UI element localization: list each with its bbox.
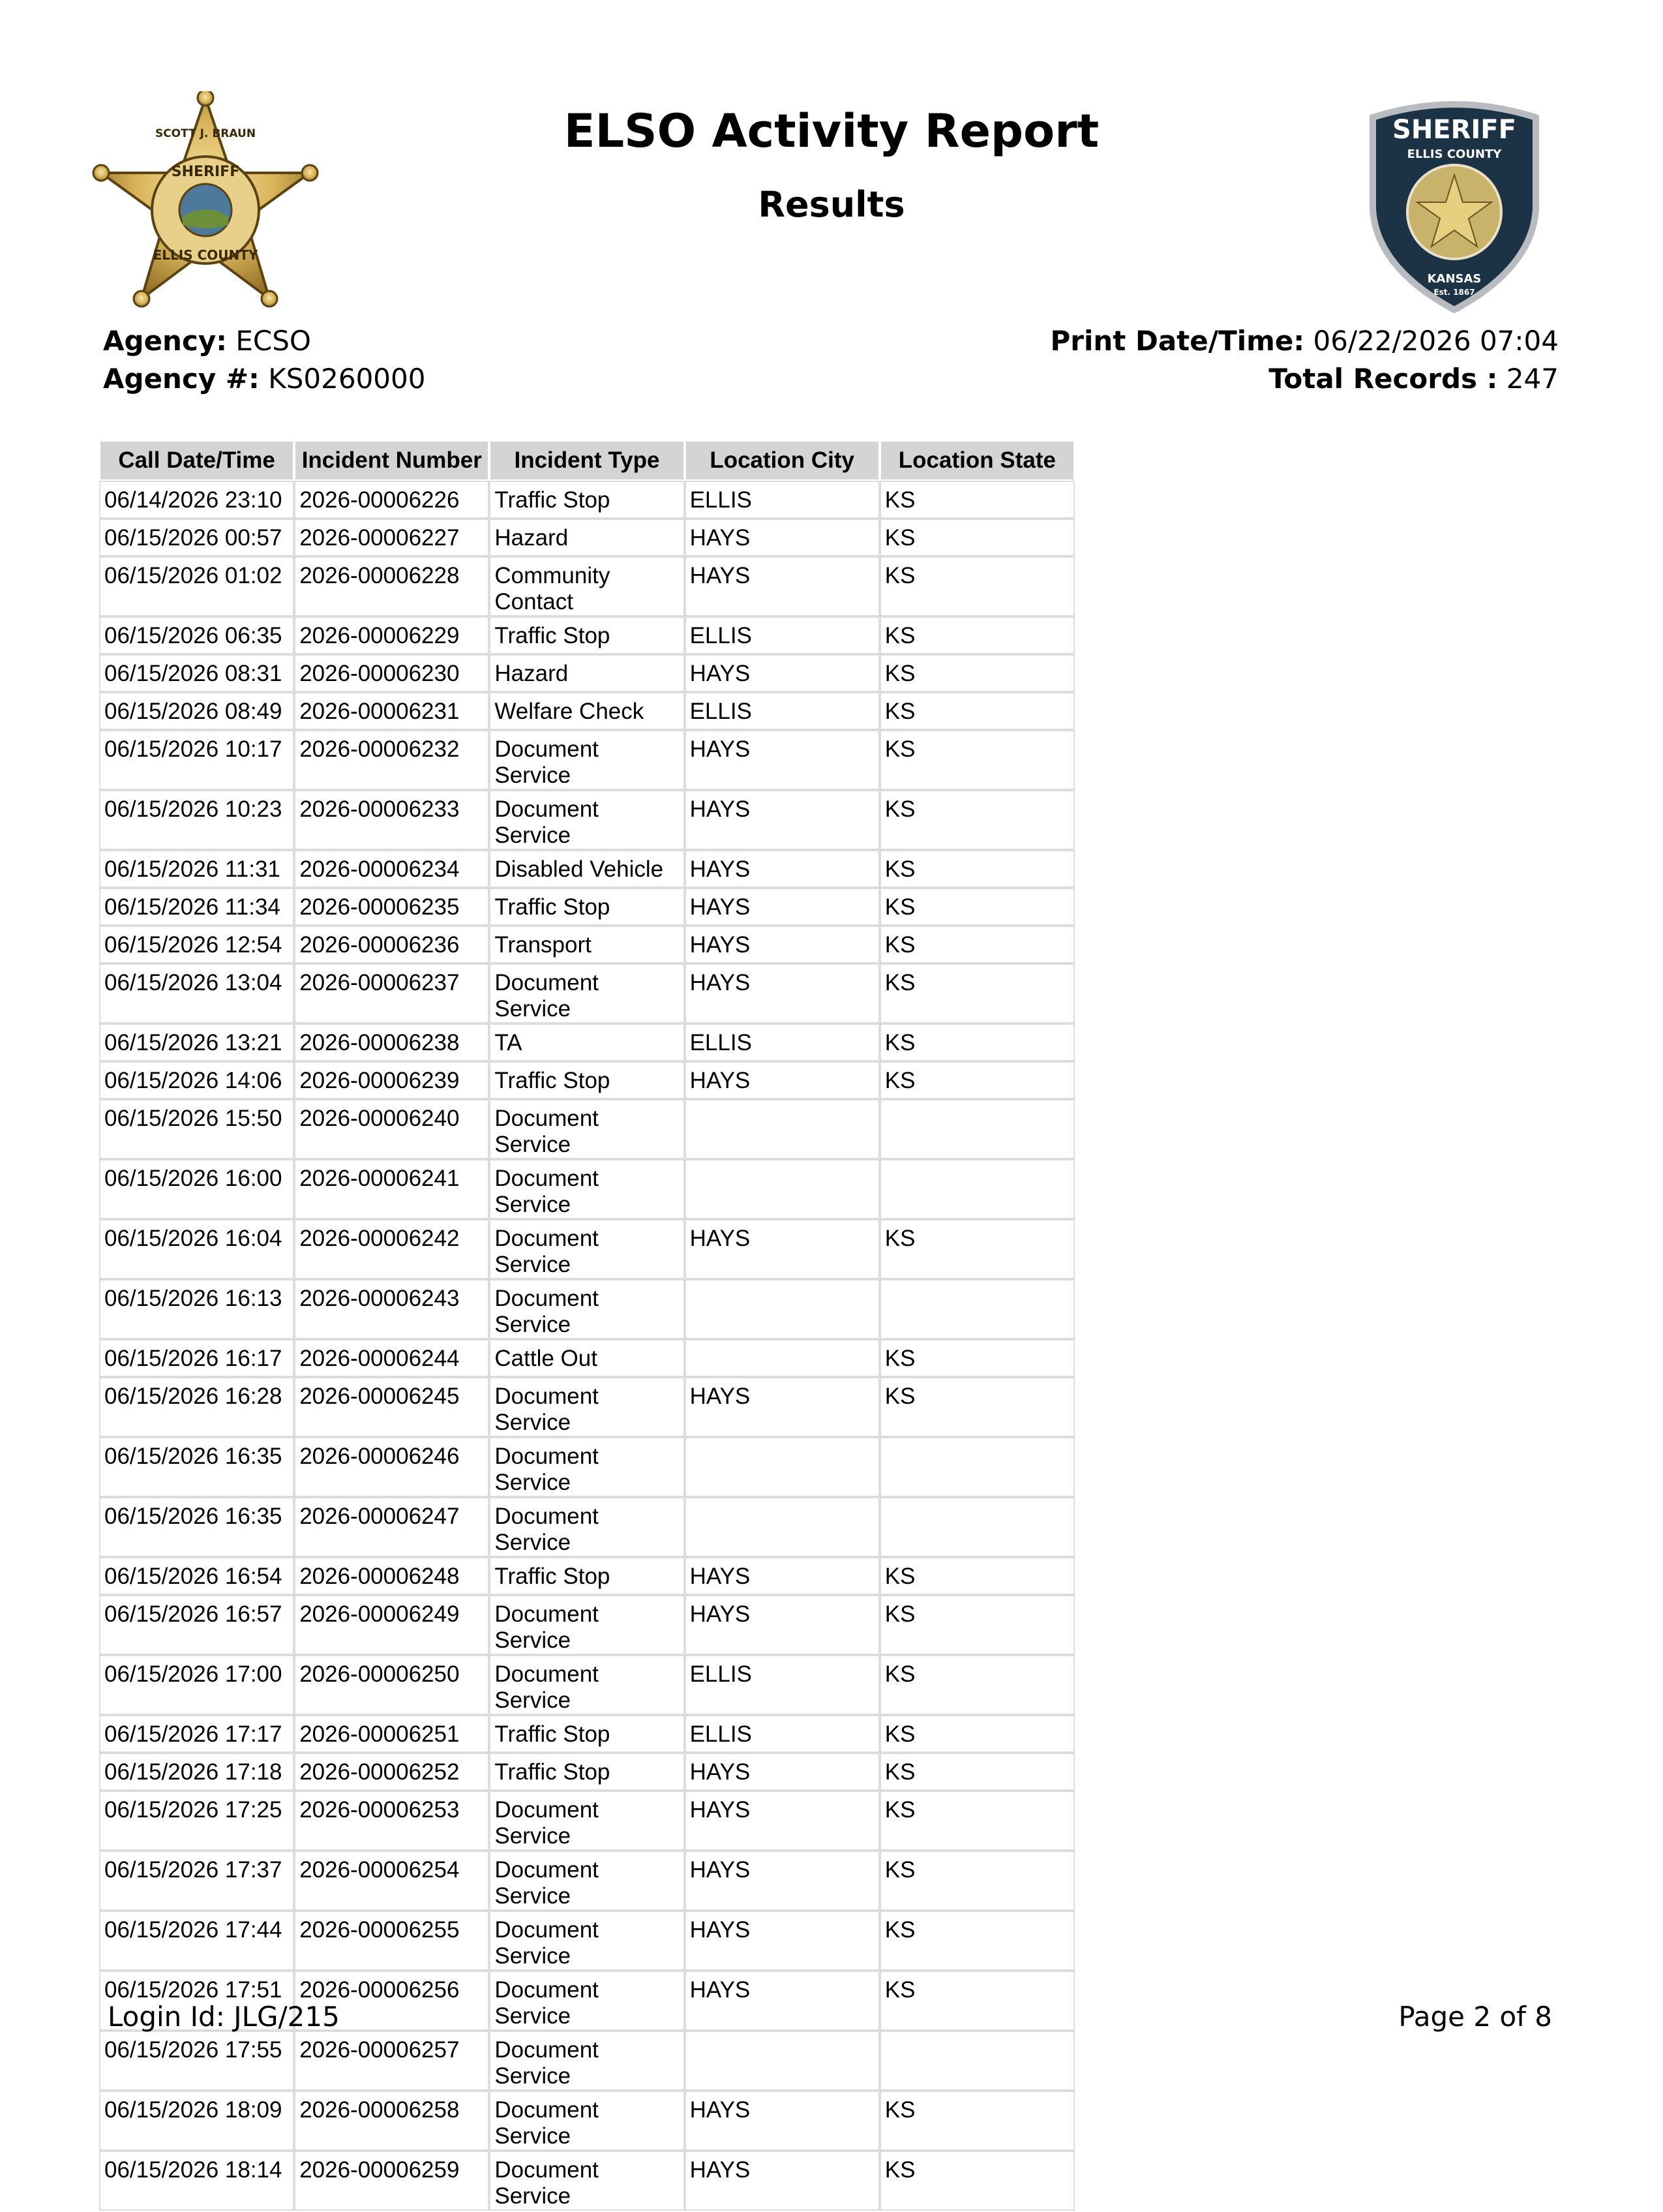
cell-call-datetime: 06/15/2026 06:35 xyxy=(100,618,293,653)
cell-incident-number: 2026-00006251 xyxy=(295,1716,488,1751)
cell-location-state: KS xyxy=(881,1912,1073,1969)
column-header-incident-number: Incident Number xyxy=(295,442,488,479)
cell-location-city: ELLIS xyxy=(686,1656,878,1714)
cell-location-city: HAYS xyxy=(686,1972,878,2029)
agency-number-line xyxy=(103,363,425,395)
table-header-row xyxy=(100,442,1073,479)
cell-location-city: ELLIS xyxy=(686,693,878,729)
cell-location-state xyxy=(881,1100,1073,1158)
cell-call-datetime: 06/15/2026 13:04 xyxy=(100,965,293,1022)
cell-incident-number: 2026-00006259 xyxy=(295,2152,488,2209)
cell-incident-number: 2026-00006258 xyxy=(295,2092,488,2149)
cell-incident-type: Document Service xyxy=(490,965,683,1022)
cell-location-city xyxy=(686,1498,878,1556)
table-row xyxy=(100,1656,1073,1714)
cell-location-state: KS xyxy=(881,927,1073,962)
cell-location-state: KS xyxy=(881,618,1073,653)
cell-location-state: KS xyxy=(881,1716,1073,1751)
cell-location-city: HAYS xyxy=(686,851,878,886)
cell-location-state: KS xyxy=(881,1378,1073,1436)
cell-location-city xyxy=(686,1438,878,1496)
cell-location-state: KS xyxy=(881,1558,1073,1594)
cell-location-city: HAYS xyxy=(686,1558,878,1594)
cell-location-city: HAYS xyxy=(686,731,878,789)
cell-incident-type: Document Service xyxy=(490,1596,683,1654)
cell-location-state: KS xyxy=(881,731,1073,789)
cell-call-datetime: 06/15/2026 16:57 xyxy=(100,1596,293,1654)
cell-incident-number: 2026-00006228 xyxy=(295,558,488,615)
cell-incident-type: Document Service xyxy=(490,1498,683,1556)
table-row xyxy=(100,1558,1073,1594)
cell-call-datetime: 06/15/2026 16:35 xyxy=(100,1498,293,1556)
print-datetime-label: Print Date/Time: xyxy=(1050,325,1305,357)
results-table xyxy=(98,439,1076,2212)
cell-incident-type: Document Service xyxy=(490,1852,683,1909)
patch-text-state: KANSAS xyxy=(1427,272,1482,286)
cell-incident-number: 2026-00006236 xyxy=(295,927,488,962)
cell-incident-type: Traffic Stop xyxy=(490,1716,683,1751)
cell-call-datetime: 06/15/2026 17:51 xyxy=(100,1972,293,2029)
cell-incident-number: 2026-00006245 xyxy=(295,1378,488,1436)
cell-incident-type: Traffic Stop xyxy=(490,889,683,924)
cell-location-state xyxy=(881,1438,1073,1496)
cell-incident-type: Document Service xyxy=(490,731,683,789)
table-row xyxy=(100,558,1073,615)
cell-location-city xyxy=(686,1280,878,1338)
cell-call-datetime: 06/15/2026 11:34 xyxy=(100,889,293,924)
cell-call-datetime: 06/15/2026 15:50 xyxy=(100,1100,293,1158)
cell-location-city: HAYS xyxy=(686,1852,878,1909)
login-id: Login Id: JLG/215 xyxy=(108,2001,340,2033)
cell-incident-number: 2026-00006257 xyxy=(295,2032,488,2089)
table-row xyxy=(100,1220,1073,1278)
table-row xyxy=(100,1498,1073,1556)
cell-incident-number: 2026-00006227 xyxy=(295,520,488,555)
cell-location-city: HAYS xyxy=(686,1754,878,1789)
cell-incident-type: Cattle Out xyxy=(490,1341,683,1376)
table-row xyxy=(100,2152,1073,2209)
cell-location-city: ELLIS xyxy=(686,618,878,653)
cell-location-state: KS xyxy=(881,656,1073,691)
cell-call-datetime: 06/15/2026 08:31 xyxy=(100,656,293,691)
cell-location-state: KS xyxy=(881,1596,1073,1654)
cell-call-datetime: 06/15/2026 17:18 xyxy=(100,1754,293,1789)
cell-incident-number: 2026-00006233 xyxy=(295,791,488,849)
cell-location-state: KS xyxy=(881,1063,1073,1098)
table-row xyxy=(100,1852,1073,1909)
table-row xyxy=(100,927,1073,962)
cell-location-city: HAYS xyxy=(686,791,878,849)
cell-incident-type: Document Service xyxy=(490,1438,683,1496)
cell-location-city: HAYS xyxy=(686,1220,878,1278)
badge-text-name: SCOTT J. BRAUN xyxy=(155,127,256,140)
cell-incident-number: 2026-00006239 xyxy=(295,1063,488,1098)
table-row xyxy=(100,1438,1073,1496)
cell-call-datetime: 06/15/2026 10:17 xyxy=(100,731,293,789)
cell-call-datetime: 06/15/2026 17:44 xyxy=(100,1912,293,1969)
cell-incident-number: 2026-00006255 xyxy=(295,1912,488,1969)
cell-incident-type: Document Service xyxy=(490,1100,683,1158)
cell-incident-number: 2026-00006231 xyxy=(295,693,488,729)
patch-text-est: Est. 1867 xyxy=(1433,288,1475,297)
cell-location-city xyxy=(686,1100,878,1158)
cell-incident-number: 2026-00006235 xyxy=(295,889,488,924)
cell-location-city xyxy=(686,1341,878,1376)
cell-incident-type: Transport xyxy=(490,927,683,962)
cell-call-datetime: 06/15/2026 10:23 xyxy=(100,791,293,849)
cell-location-state: KS xyxy=(881,1656,1073,1714)
cell-location-state: KS xyxy=(881,2092,1073,2149)
cell-call-datetime: 06/15/2026 16:35 xyxy=(100,1438,293,1496)
table-row xyxy=(100,520,1073,555)
table-row xyxy=(100,1716,1073,1751)
total-records-line xyxy=(1268,363,1559,395)
table-row xyxy=(100,731,1073,789)
report-subtitle: Results xyxy=(758,184,905,225)
table-row xyxy=(100,1792,1073,1849)
table-row xyxy=(100,1754,1073,1789)
cell-call-datetime: 06/15/2026 17:55 xyxy=(100,2032,293,2089)
badge-text-county: ELLIS COUNTY xyxy=(153,247,258,263)
print-datetime-value: 06/22/2026 07:04 xyxy=(1313,325,1559,357)
cell-call-datetime: 06/15/2026 17:37 xyxy=(100,1852,293,1909)
table-row xyxy=(100,851,1073,886)
table-row xyxy=(100,1912,1073,1969)
table-row xyxy=(100,889,1073,924)
agency-label: Agency: xyxy=(103,325,228,357)
cell-incident-type: Traffic Stop xyxy=(490,618,683,653)
cell-incident-type: Document Service xyxy=(490,1792,683,1849)
table-row xyxy=(100,1100,1073,1158)
cell-call-datetime: 06/15/2026 17:17 xyxy=(100,1716,293,1751)
cell-location-state: KS xyxy=(881,1341,1073,1376)
cell-incident-number: 2026-00006252 xyxy=(295,1754,488,1789)
cell-incident-number: 2026-00006254 xyxy=(295,1852,488,1909)
cell-incident-type: Traffic Stop xyxy=(490,1754,683,1789)
cell-incident-type: Disabled Vehicle xyxy=(490,851,683,886)
cell-location-city: ELLIS xyxy=(686,482,878,517)
cell-incident-number: 2026-00006244 xyxy=(295,1341,488,1376)
cell-incident-number: 2026-00006246 xyxy=(295,1438,488,1496)
cell-incident-number: 2026-00006237 xyxy=(295,965,488,1022)
report-title: ELSO Activity Report xyxy=(563,104,1100,158)
cell-call-datetime: 06/15/2026 14:06 xyxy=(100,1063,293,1098)
total-records-value: 247 xyxy=(1506,363,1559,395)
cell-incident-number: 2026-00006230 xyxy=(295,656,488,691)
cell-location-city xyxy=(686,1160,878,1218)
cell-incident-type: Welfare Check xyxy=(490,693,683,729)
cell-location-state xyxy=(881,1160,1073,1218)
cell-incident-type: Hazard xyxy=(490,520,683,555)
cell-incident-number: 2026-00006253 xyxy=(295,1792,488,1849)
cell-incident-type: Hazard xyxy=(490,656,683,691)
cell-location-state: KS xyxy=(881,1972,1073,2029)
cell-call-datetime: 06/15/2026 16:54 xyxy=(100,1558,293,1594)
sheriff-shield-patch-icon xyxy=(1366,98,1542,313)
cell-location-state: KS xyxy=(881,558,1073,615)
table-row xyxy=(100,1063,1073,1098)
cell-call-datetime: 06/15/2026 17:25 xyxy=(100,1792,293,1849)
cell-incident-number: 2026-00006247 xyxy=(295,1498,488,1556)
table-row xyxy=(100,482,1073,517)
cell-call-datetime: 06/15/2026 01:02 xyxy=(100,558,293,615)
cell-incident-type: Traffic Stop xyxy=(490,482,683,517)
cell-location-state: KS xyxy=(881,482,1073,517)
table-row xyxy=(100,2032,1073,2089)
cell-incident-number: 2026-00006242 xyxy=(295,1220,488,1278)
cell-incident-number: 2026-00006232 xyxy=(295,731,488,789)
cell-location-state: KS xyxy=(881,2152,1073,2209)
cell-incident-type: Document Service xyxy=(490,1280,683,1338)
column-header-location-city: Location City xyxy=(686,442,878,479)
cell-location-city: HAYS xyxy=(686,2152,878,2209)
column-header-call-datetime: Call Date/Time xyxy=(100,442,293,479)
column-header-incident-type: Incident Type xyxy=(490,442,683,479)
cell-call-datetime: 06/15/2026 17:00 xyxy=(100,1656,293,1714)
cell-location-city: HAYS xyxy=(686,2092,878,2149)
cell-incident-type: Traffic Stop xyxy=(490,1558,683,1594)
page-number: Page 2 of 8 xyxy=(1398,2001,1552,2033)
cell-location-state xyxy=(881,1280,1073,1338)
cell-call-datetime: 06/14/2026 23:10 xyxy=(100,482,293,517)
cell-call-datetime: 06/15/2026 00:57 xyxy=(100,520,293,555)
badge-text-sheriff: SHERIFF xyxy=(171,164,240,180)
cell-call-datetime: 06/15/2026 16:28 xyxy=(100,1378,293,1436)
cell-incident-type: Document Service xyxy=(490,1220,683,1278)
cell-call-datetime: 06/15/2026 18:09 xyxy=(100,2092,293,2149)
cell-incident-number: 2026-00006241 xyxy=(295,1160,488,1218)
cell-location-city: HAYS xyxy=(686,520,878,555)
cell-incident-number: 2026-00006240 xyxy=(295,1100,488,1158)
cell-incident-number: 2026-00006248 xyxy=(295,1558,488,1594)
cell-location-city: HAYS xyxy=(686,1378,878,1436)
cell-call-datetime: 06/15/2026 08:49 xyxy=(100,693,293,729)
column-header-location-state: Location State xyxy=(881,442,1073,479)
cell-call-datetime: 06/15/2026 16:00 xyxy=(100,1160,293,1218)
agency-value: ECSO xyxy=(235,325,311,357)
cell-incident-number: 2026-00006234 xyxy=(295,851,488,886)
cell-location-state: KS xyxy=(881,693,1073,729)
cell-location-state: KS xyxy=(881,1852,1073,1909)
patch-text-county: ELLIS COUNTY xyxy=(1407,147,1502,161)
cell-incident-type: Document Service xyxy=(490,1656,683,1714)
cell-incident-number: 2026-00006226 xyxy=(295,482,488,517)
cell-call-datetime: 06/15/2026 16:17 xyxy=(100,1341,293,1376)
cell-incident-type: TA xyxy=(490,1025,683,1060)
cell-incident-type: Document Service xyxy=(490,1160,683,1218)
cell-location-state xyxy=(881,1498,1073,1556)
cell-location-city: HAYS xyxy=(686,1596,878,1654)
cell-call-datetime: 06/15/2026 16:04 xyxy=(100,1220,293,1278)
cell-call-datetime: 06/15/2026 16:13 xyxy=(100,1280,293,1338)
table-row xyxy=(100,656,1073,691)
cell-incident-type: Document Service xyxy=(490,1378,683,1436)
cell-location-city: ELLIS xyxy=(686,1716,878,1751)
cell-location-city: HAYS xyxy=(686,965,878,1022)
agency-number-value: KS0260000 xyxy=(268,363,426,395)
cell-location-city: HAYS xyxy=(686,889,878,924)
table-row xyxy=(100,618,1073,653)
cell-location-state: KS xyxy=(881,851,1073,886)
cell-location-state: KS xyxy=(881,1792,1073,1849)
table-row xyxy=(100,693,1073,729)
cell-incident-number: 2026-00006243 xyxy=(295,1280,488,1338)
table-row xyxy=(100,1378,1073,1436)
cell-incident-type: Document Service xyxy=(490,2092,683,2149)
cell-location-state: KS xyxy=(881,889,1073,924)
cell-location-city: HAYS xyxy=(686,1063,878,1098)
cell-location-city xyxy=(686,2032,878,2089)
table-row xyxy=(100,791,1073,849)
table-row xyxy=(100,1341,1073,1376)
cell-incident-type: Traffic Stop xyxy=(490,1063,683,1098)
cell-location-state: KS xyxy=(881,791,1073,849)
cell-location-state: KS xyxy=(881,1025,1073,1060)
cell-incident-type: Community Contact xyxy=(490,558,683,615)
cell-incident-number: 2026-00006250 xyxy=(295,1656,488,1714)
table-row xyxy=(100,2092,1073,2149)
cell-incident-number: 2026-00006249 xyxy=(295,1596,488,1654)
table-row xyxy=(100,1280,1073,1338)
print-datetime-line xyxy=(1050,325,1559,357)
cell-location-city: HAYS xyxy=(686,1792,878,1849)
cell-location-city: ELLIS xyxy=(686,1025,878,1060)
table-row xyxy=(100,1025,1073,1060)
table-row xyxy=(100,1596,1073,1654)
table-row xyxy=(100,965,1073,1022)
cell-incident-type: Document Service xyxy=(490,2152,683,2209)
cell-incident-number: 2026-00006229 xyxy=(295,618,488,653)
cell-location-city: HAYS xyxy=(686,656,878,691)
cell-call-datetime: 06/15/2026 11:31 xyxy=(100,851,293,886)
cell-incident-number: 2026-00006256 xyxy=(295,1972,488,2029)
total-records-label: Total Records : xyxy=(1268,363,1498,395)
cell-location-city: HAYS xyxy=(686,1912,878,1969)
cell-incident-type: Document Service xyxy=(490,1912,683,1969)
cell-location-city: HAYS xyxy=(686,927,878,962)
agency-number-label: Agency #: xyxy=(103,363,260,395)
cell-location-city: HAYS xyxy=(686,558,878,615)
agency-line xyxy=(103,325,311,357)
cell-location-state: KS xyxy=(881,965,1073,1022)
cell-incident-type: Document Service xyxy=(490,791,683,849)
cell-location-state: KS xyxy=(881,1754,1073,1789)
cell-location-state: KS xyxy=(881,1220,1073,1278)
cell-call-datetime: 06/15/2026 12:54 xyxy=(100,927,293,962)
cell-incident-number: 2026-00006238 xyxy=(295,1025,488,1060)
cell-location-state xyxy=(881,2032,1073,2089)
cell-call-datetime: 06/15/2026 18:14 xyxy=(100,2152,293,2209)
patch-text-sheriff: SHERIFF xyxy=(1392,115,1516,145)
cell-incident-type: Document Service xyxy=(490,1972,683,2029)
cell-call-datetime: 06/15/2026 13:21 xyxy=(100,1025,293,1060)
cell-incident-type: Document Service xyxy=(490,2032,683,2089)
table-row xyxy=(100,1160,1073,1218)
cell-location-state: KS xyxy=(881,520,1073,555)
